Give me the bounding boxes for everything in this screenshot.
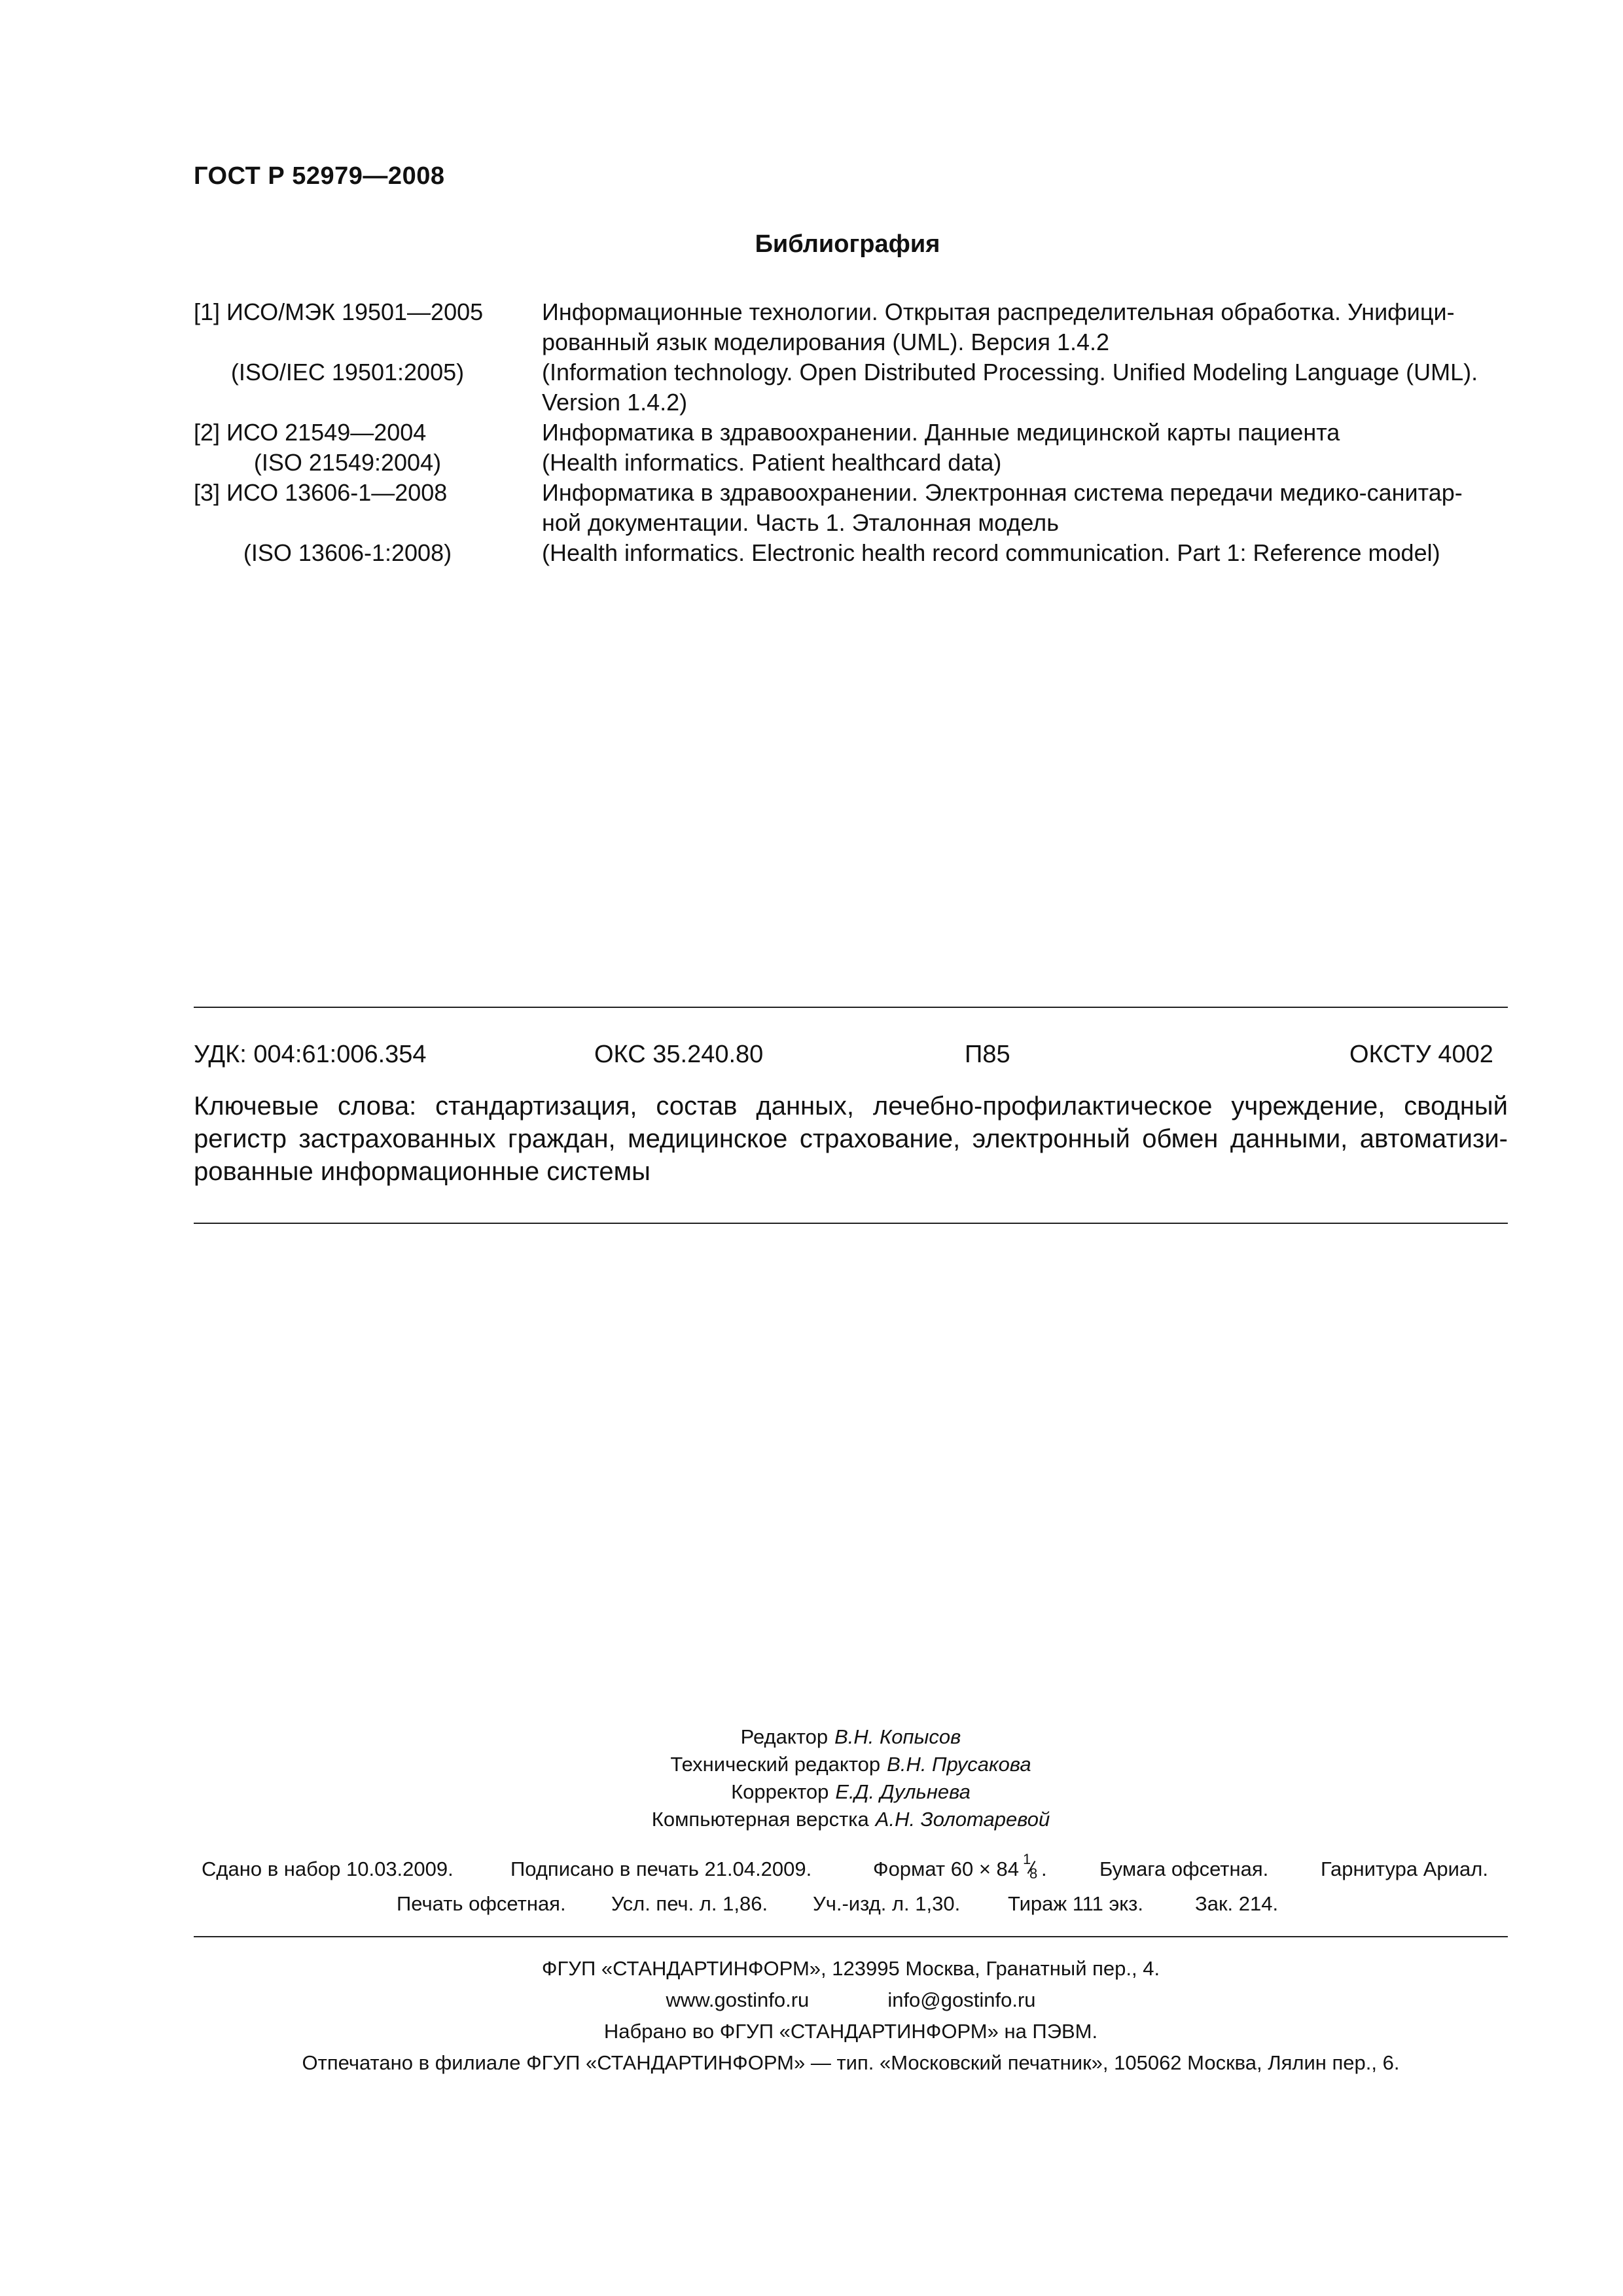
bib-en-3-line-1: (Health informatics. Electronic health record communication. Part 1: Reference model) <box>542 539 1440 566</box>
pub-print: Печать офсетная. <box>397 1892 566 1915</box>
credit-role: Компьютерная верстка <box>651 1808 869 1831</box>
format-fraction <box>1019 1851 1041 1882</box>
format-text: Формат 60 × 84 <box>873 1857 1020 1880</box>
pub-usl: Усл. печ. л. 1,86. <box>611 1892 768 1915</box>
keywords-line-1: Ключевые слова: стандартизация, состав данных, лечебно-профилактическое учреждение, сводный <box>194 1092 1508 1121</box>
pub-signed: Подписано в печать 21.04.2009. <box>510 1857 812 1880</box>
credit-layout <box>194 1806 1508 1833</box>
printed-note: Отпечатано в филиале ФГУП «СТАНДАРТИНФОРМ» — тип. «Московский печатник», 105062 Москва, Лялин пер., 6. <box>302 2051 1400 2074</box>
document-number: ГОСТ Р 52979—2008 <box>194 162 445 190</box>
credit-name: В.Н. Прусакова <box>887 1753 1031 1776</box>
credit-name: В.Н. Копысов <box>834 1725 961 1748</box>
credit-editor <box>194 1723 1508 1751</box>
divider-keywords <box>194 1223 1508 1224</box>
bib-intl-2: (ISO 21549:2004) <box>253 449 442 476</box>
bib-ru-1-line-1: Информационные технологии. Открытая распределительная обработка. Унифици- <box>542 298 1455 325</box>
credit-role: Технический редактор <box>670 1753 881 1776</box>
bib-en-2-line-1: (Health informatics. Patient healthcard data) <box>542 449 1002 476</box>
credit-tech-editor <box>194 1751 1508 1778</box>
divider-publisher <box>194 1936 1508 1937</box>
publisher-contacts <box>194 1988 1508 2012</box>
bibliography-title: Библиография <box>755 230 940 258</box>
pub-zak: Зак. 214. <box>1195 1892 1279 1915</box>
bib-ru-1-line-2: рованный язык моделирования (UML). Версия 1.4.2 <box>542 329 1110 355</box>
bib-intl-1: (ISO/IEC 19501:2005) <box>230 359 465 386</box>
pub-uch: Уч.-изд. л. 1,30. <box>813 1892 961 1915</box>
divider-top <box>194 1007 1508 1008</box>
bib-ref-2: [2] ИСО 21549—2004 <box>194 419 427 446</box>
keywords-block <box>194 1090 1508 1188</box>
okstu-code: ОКСТУ 4002 <box>1349 1041 1493 1068</box>
pub-sent: Сдано в набор 10.03.2009. <box>202 1857 454 1880</box>
keywords-line-3: рованные информационные системы <box>194 1157 651 1186</box>
pub-tirazh: Тираж 111 экз. <box>1008 1892 1144 1915</box>
bib-ref-1: [1] ИСО/МЭК 19501—2005 <box>194 298 484 325</box>
bib-ref-3: [3] ИСО 13606-1—2008 <box>194 479 448 506</box>
typeset-note: Набрано во ФГУП «СТАНДАРТИНФОРМ» на ПЭВМ. <box>603 2020 1098 2043</box>
bib-en-1-line-2: Version 1.4.2) <box>542 389 688 416</box>
bib-en-1-line-1: (Information technology. Open Distributed Processing. Unified Modeling Language (UML). <box>542 359 1478 386</box>
bib-ru-3-line-2: ной документации. Часть 1. Эталонная модель <box>542 509 1059 536</box>
bib-ru-3-line-1: Информатика в здравоохранении. Электронная система передачи медико-санитар- <box>542 479 1463 506</box>
credit-name: Е.Д. Дульнева <box>835 1780 971 1803</box>
udk-code: УДК: 004:61:006.354 <box>194 1041 427 1068</box>
format-suffix: . <box>1041 1857 1047 1880</box>
publisher-address: ФГУП «СТАНДАРТИНФОРМ», 123995 Москва, Гранатный пер., 4. <box>541 1957 1160 1980</box>
credit-role: Корректор <box>731 1780 829 1803</box>
publisher-email: info@gostinfo.ru <box>887 1988 1036 2011</box>
credit-corrector <box>194 1778 1508 1806</box>
publisher-website: www.gostinfo.ru <box>666 1988 810 2011</box>
credit-role: Редактор <box>740 1725 829 1748</box>
keywords-line-2: регистр застрахованных граждан, медицинское страхование, электронный обмен данными, автоматизи- <box>194 1124 1508 1153</box>
bib-ru-2-line-1: Информатика в здравоохранении. Данные медицинской карты пациента <box>542 419 1340 446</box>
format-denominator: 8 <box>1029 1865 1038 1882</box>
pub-font: Гарнитура Ариал. <box>1321 1857 1488 1880</box>
format-numerator: 1 <box>1023 1851 1031 1867</box>
bib-intl-3: (ISO 13606-1:2008) <box>243 539 452 566</box>
pub-format <box>873 1851 1047 1882</box>
credit-name: А.Н. Золотаревой <box>875 1808 1050 1831</box>
pub-paper: Бумага офсетная. <box>1099 1857 1269 1880</box>
oks-code: ОКС 35.240.80 <box>594 1041 764 1068</box>
p-code: П85 <box>965 1041 1010 1068</box>
